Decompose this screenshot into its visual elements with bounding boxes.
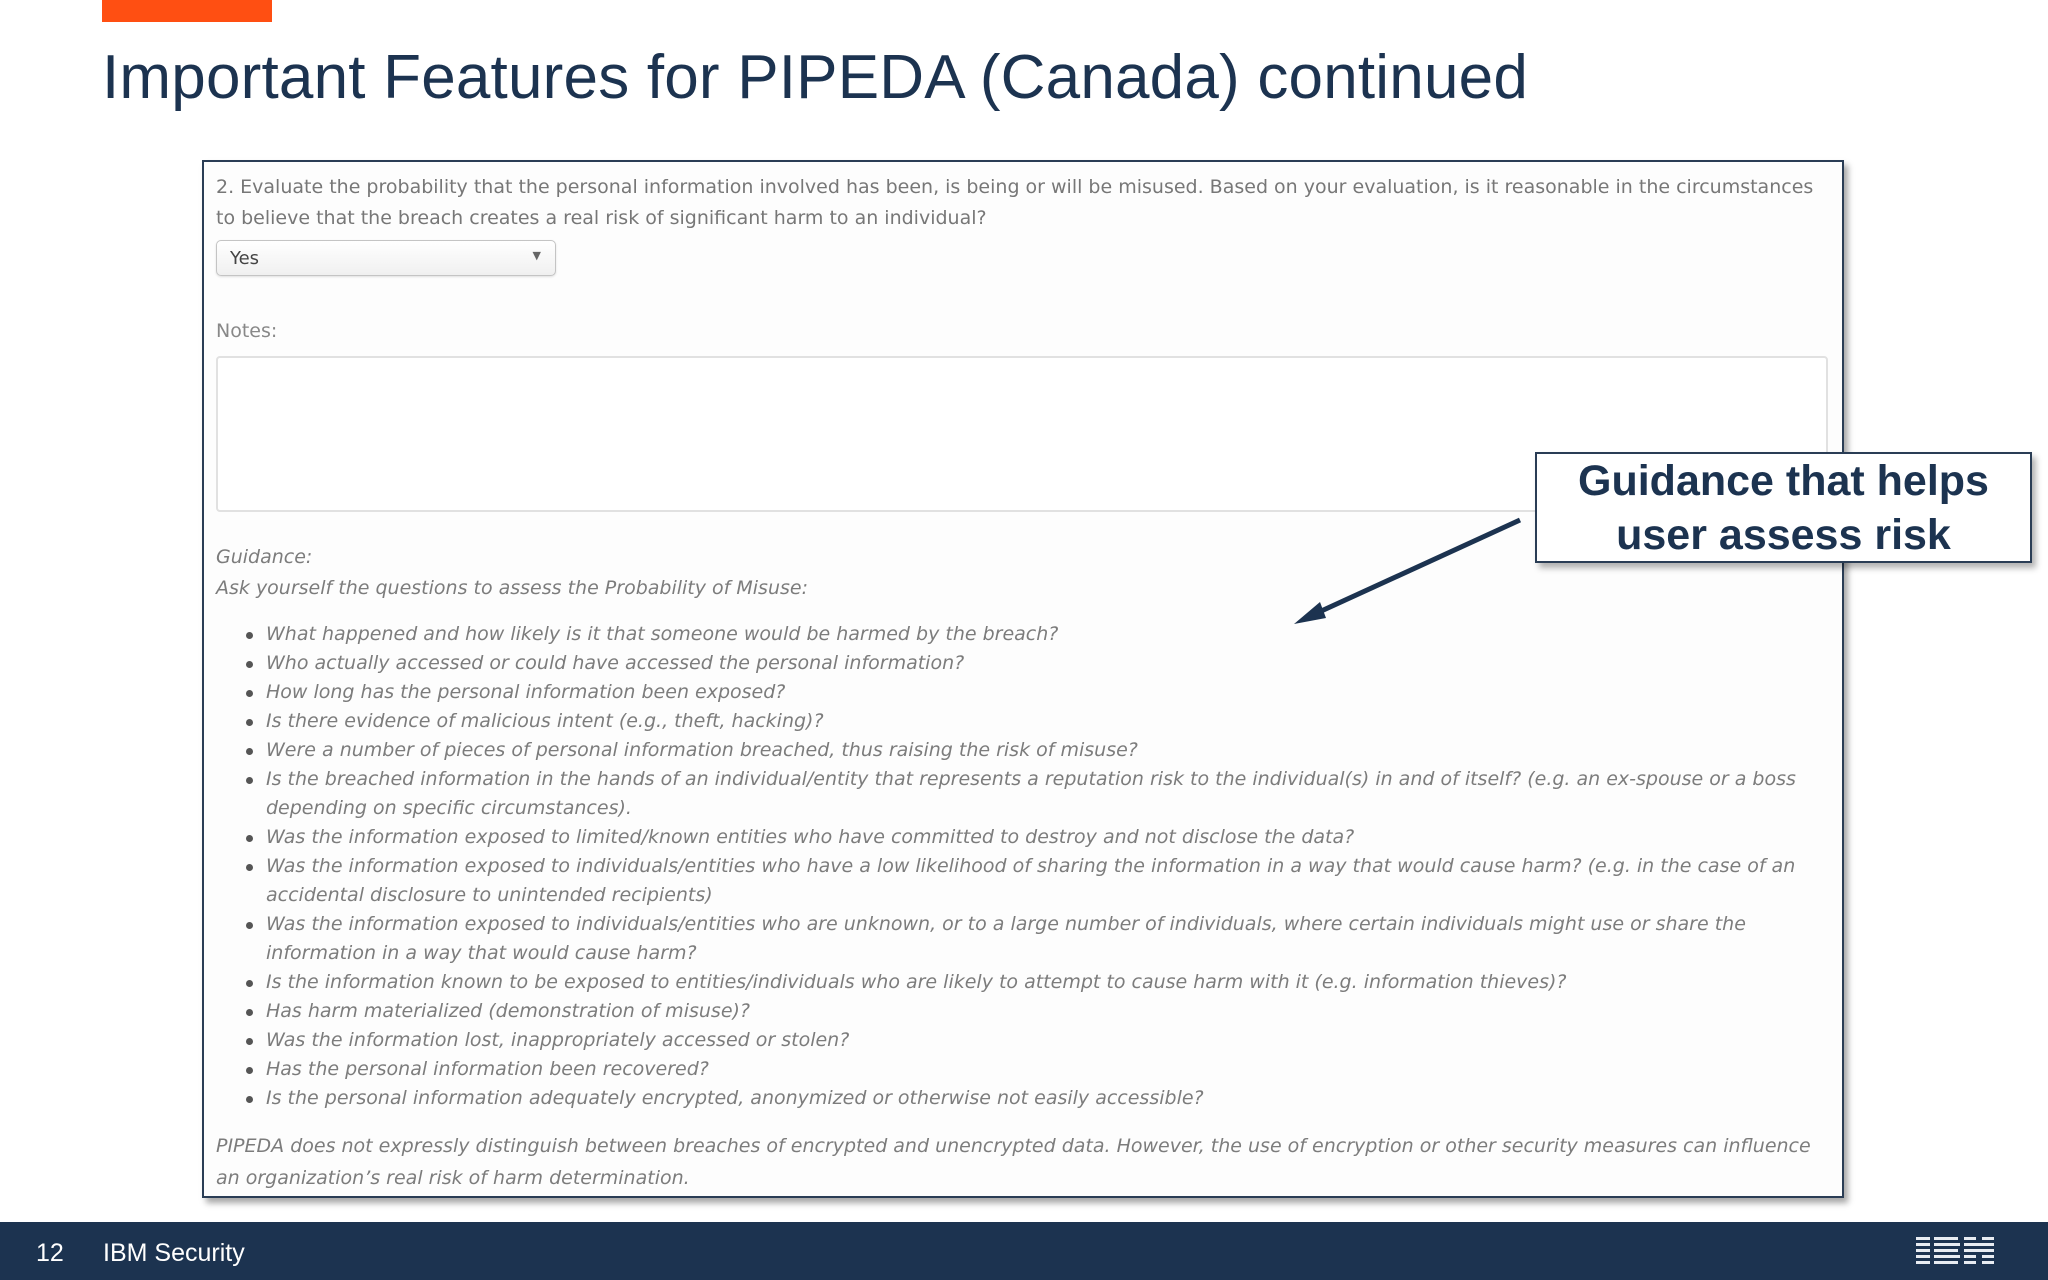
guidance-label: Guidance: <box>216 546 313 568</box>
guidance-intro: Ask yourself the questions to assess the Probability of Misuse: <box>216 577 808 599</box>
guidance-item: Was the information lost, inappropriately accessed or stolen? <box>266 1026 1831 1055</box>
page-number: 12 <box>36 1239 64 1267</box>
chevron-down-icon: ▼ <box>532 249 541 262</box>
guidance-item: Were a number of pieces of personal information breached, thus raising the risk of misuse? <box>266 736 1831 765</box>
guidance-item: Is the information known to be exposed to entities/individuals who are likely to attempt to cause harm with it (e.g. information thieves)? <box>266 968 1831 997</box>
slide-title: Important Features for PIPEDA (Canada) continued <box>102 43 1529 112</box>
form-screenshot <box>202 160 1844 1198</box>
footer-brand: IBM Security <box>103 1239 245 1267</box>
callout-line-1: Guidance that helps <box>1578 456 1989 505</box>
accent-bar <box>102 0 272 22</box>
guidance-item: Is the breached information in the hands of an individual/entity that represents a reputation risk to the individual(s) in and of itself? (e.g. an ex-spouse or a boss depending on specific circumstances). <box>266 765 1831 823</box>
callout-arrow-icon <box>1290 510 1530 630</box>
guidance-item: Who actually accessed or could have accessed the personal information? <box>266 649 1831 678</box>
guidance-item: Was the information exposed to individuals/entities who are unknown, or to a large number of individuals, where certain individuals might use or share the information in a way that would cause harm? <box>266 910 1831 968</box>
guidance-item: Was the information exposed to individuals/entities who have a low likelihood of sharing the information in a way that would cause harm? (e.g. in the case of an accidental disclosure to unintended recipients) <box>266 852 1831 910</box>
guidance-item: What happened and how likely is it that someone would be harmed by the breach? <box>266 620 1831 649</box>
question-text: 2. Evaluate the probability that the personal information involved has been, is being or will be misused. Based on your evaluation, is it reasonable in the circumstances to believe that the breach creates a real risk of significant harm to an individual? <box>216 176 1814 229</box>
answer-select[interactable] <box>216 240 556 276</box>
guidance-item: Is there evidence of malicious intent (e.g., theft, hacking)? <box>266 707 1831 736</box>
callout-line-2: user assess risk <box>1616 510 1951 559</box>
answer-select-value: Yes <box>230 248 260 269</box>
guidance-list <box>216 620 1831 1113</box>
guidance-item: Has the personal information been recovered? <box>266 1055 1831 1084</box>
pipeda-footnote: PIPEDA does not expressly distinguish between breaches of encrypted and unencrypted data. However, the use of encryption or other security measures can influence an organization’s real risk of harm determination. <box>216 1135 1811 1189</box>
guidance-item: How long has the personal information been exposed? <box>266 678 1831 707</box>
guidance-item: Is the personal information adequately encrypted, anonymized or otherwise not easily accessible? <box>266 1084 1831 1113</box>
callout-box <box>1535 452 2032 563</box>
notes-label: Notes: <box>216 320 278 342</box>
slide-footer <box>0 1222 2048 1280</box>
ibm-logo-icon <box>1916 1235 1996 1267</box>
guidance-item: Has harm materialized (demonstration of misuse)? <box>266 997 1831 1026</box>
guidance-item: Was the information exposed to limited/known entities who have committed to destroy and not disclose the data? <box>266 823 1831 852</box>
